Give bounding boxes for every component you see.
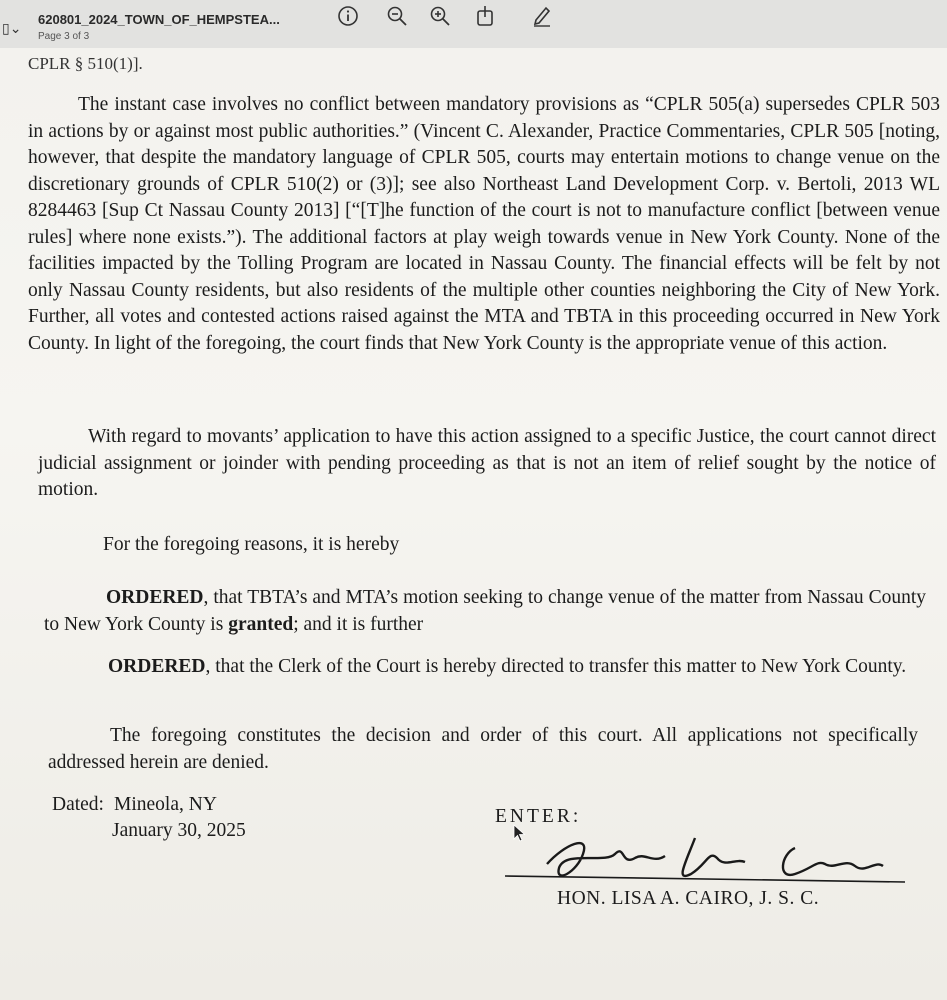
signer-name: HON. LISA A. CAIRO, J. S. C. (557, 888, 820, 909)
paragraph-judicial-assignment: With regard to movants’ application to have this action assigned to a specific Justice, the court cannot direct judicial assignment or joinder with pending proceeding as that is not an item of relief sought by the notice of motion. (38, 426, 936, 500)
zoom-in-icon[interactable] (428, 4, 452, 28)
dated-date: January 30, 2025 (112, 820, 246, 841)
order-transfer-text: , that the Clerk of the Court is hereby directed to transfer this matter to New York County. (205, 656, 907, 677)
order-transfer (46, 654, 926, 681)
cut-off-text: CPLR § 510(1)]. (28, 54, 143, 73)
pdf-page (0, 48, 947, 1000)
sidebar-chevron-icon[interactable]: ▯⌄ (2, 20, 22, 36)
enter-label: ENTER: (495, 806, 582, 827)
paragraph-foregoing-reasons: For the foregoing reasons, it is hereby (103, 534, 400, 555)
zoom-out-icon[interactable] (385, 4, 409, 28)
paragraph-venue-analysis: The instant case involves no conflict between mandatory provisions as “CPLR 505(a) supersedes CPLR 503 in actions by or against most public authorities.” (Vincent C. Alexander, Practice Commentaries, CPLR 505 [noting, however, that despite the mandatory language of CPLR 505, courts may entertain motions to change venue on the discretionary grounds of CPLR 510(2) or (3)]; see also Northeast Land Development Corp. v. Bertoli, 2013 WL 8284463 [Sup Ct Nassau County 2013] [“[T]he function of the court is not to manufacture conflict [between venue rules] where none exists.”). The additional factors at play weigh towards venue in New York County. None of the facilities impacted by the Tolling Program are located in Nassau County. The financial effects will be felt by not only Nassau County residents, but also residents of the multiple other counties neighboring the City of New York. Further, all votes and contested actions raised against the MTA and TBTA in this proceeding occurred in New York County. In light of the foregoing, the court finds that New York County is the appropriate venue of this action. (28, 94, 940, 354)
mouse-pointer-icon (513, 824, 527, 842)
markup-pen-icon[interactable] (530, 4, 554, 28)
judge-signature (495, 824, 915, 890)
dated-label: Dated: (52, 794, 104, 815)
order-text-b: ; and it is further (293, 613, 424, 635)
ordered-label: ORDERED (108, 656, 206, 677)
info-icon[interactable] (336, 4, 360, 28)
document-title: 620801_2024_TOWN_OF_HEMPSTEA... (38, 12, 280, 27)
share-icon[interactable] (473, 4, 497, 28)
pdf-toolbar (0, 0, 947, 49)
ordered-label: ORDERED (106, 587, 204, 608)
order-text-a: , that TBTA’s and MTA’s motion seeking to change venue of the matter from Nassau County to New York County is (44, 587, 926, 635)
paragraph-decision: The foregoing constitutes the decision and order of this court. All applications not specifically addressed herein are denied. (48, 725, 918, 773)
granted-text: granted (228, 613, 294, 635)
dated-place: Mineola, NY (114, 794, 217, 815)
order-change-venue (44, 585, 926, 638)
page-indicator: Page 3 of 3 (38, 31, 90, 42)
document-body (0, 48, 947, 1000)
